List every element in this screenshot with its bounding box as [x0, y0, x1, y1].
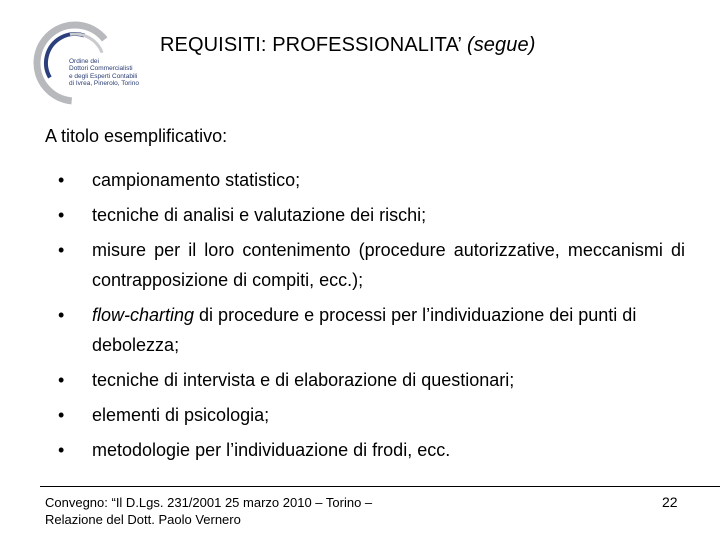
slide-title [160, 34, 535, 57]
list-item [45, 435, 685, 465]
list-item [45, 400, 685, 430]
page-number: 22 [662, 494, 678, 510]
logo-text: Ordine dei Dottori Commercialisti e degli Esperti Contabili di Ivrea, Pinerolo, Torino [69, 58, 139, 88]
intro-text: A titolo esemplificativo: [45, 126, 228, 146]
footer-text: Convegno: “Il D.Lgs. 231/2001 25 marzo 2010 – Torino – Relazione del Dott. Paolo Vernero [45, 495, 373, 527]
list-item-emphasis: flow-charting [92, 305, 195, 325]
list-item [45, 365, 685, 395]
bullet-list [45, 165, 685, 470]
list-item [45, 165, 685, 195]
list-item-text-rest: di procedure e processi per l’individuazione dei punti di debolezza; [92, 305, 637, 355]
bullet-icon: • [58, 205, 65, 225]
list-item [45, 300, 685, 360]
bullet-icon: • [58, 440, 65, 460]
list-item-text: elementi di psicologia; [92, 405, 270, 425]
slide-title-suffix: (segue) [466, 34, 536, 56]
list-item-text: misure per il loro contenimento (procedure autorizzative, meccanismi di contrapposizione di compiti, ecc.); [92, 240, 685, 290]
bullet-icon: • [58, 305, 65, 325]
list-item-text [92, 305, 636, 355]
list-item-text: metodologie per l’individuazione di frodi, ecc. [92, 440, 451, 460]
logo [33, 20, 153, 106]
bullet-icon: • [58, 405, 65, 425]
list-item-text: campionamento statistico; [92, 170, 301, 190]
list-item [45, 200, 685, 230]
bullet-icon: • [58, 170, 65, 190]
list-item-text: tecniche di analisi e valutazione dei rischi; [92, 205, 427, 225]
list-item [45, 235, 685, 295]
list-item-text: tecniche di intervista e di elaborazione di questionari; [92, 370, 515, 390]
footer-divider [40, 486, 720, 487]
bullet-icon: • [58, 370, 65, 390]
bullet-icon: • [58, 240, 65, 260]
slide-title-main: REQUISITI: PROFESSIONALITA’ [160, 34, 462, 56]
